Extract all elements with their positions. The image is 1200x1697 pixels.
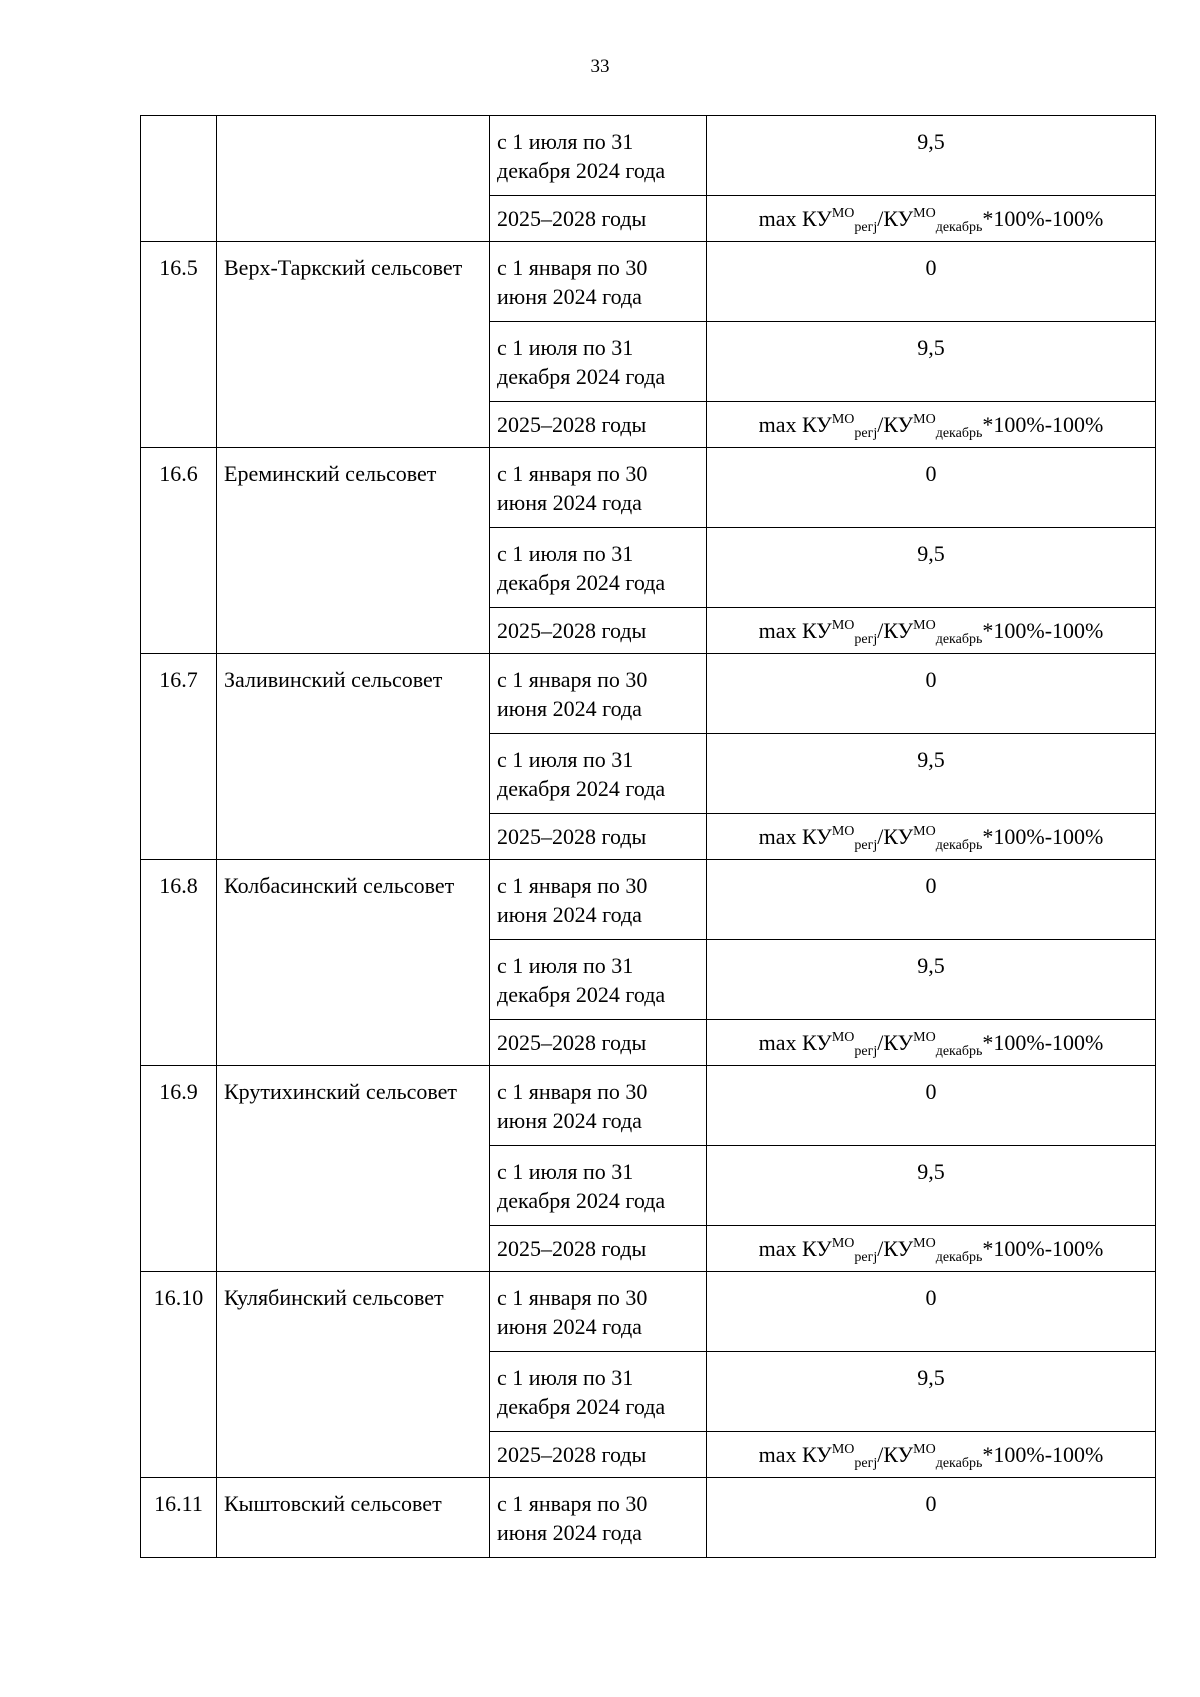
value-cell: 0 [707, 1066, 1156, 1146]
period-cell: 2025–2028 годы [490, 1432, 707, 1478]
formula-prefix: max КУ [758, 824, 832, 849]
period-cell: с 1 января по 30 июня 2024 года [490, 860, 707, 940]
table-row [141, 860, 1156, 940]
period-cell: 2025–2028 годы [490, 1226, 707, 1272]
formula-prefix: max КУ [758, 206, 832, 231]
item-number-cell: 16.6 [141, 448, 217, 654]
item-number-cell: 16.7 [141, 654, 217, 860]
period-cell: с 1 июля по 31 декабря 2024 года [490, 528, 707, 608]
formula-suffix: *100%-100% [982, 1236, 1104, 1261]
period-cell: 2025–2028 годы [490, 196, 707, 242]
period-cell: с 1 июля по 31 декабря 2024 года [490, 322, 707, 402]
formula-prefix: max КУ [758, 1236, 832, 1261]
formula-subscript: регj [854, 1044, 878, 1059]
formula-divisor: /КУ [877, 206, 914, 231]
value-cell: 9,5 [707, 1146, 1156, 1226]
municipality-name-cell: Колбасинский сельсовет [217, 860, 490, 1066]
formula-cell [707, 1020, 1156, 1066]
period-cell: с 1 июля по 31 декабря 2024 года [490, 734, 707, 814]
formula-prefix: max КУ [758, 412, 832, 437]
formula-divisor: /КУ [877, 824, 914, 849]
formula-superscript: МО [913, 412, 936, 427]
formula-subscript: декабрь [935, 1044, 983, 1059]
formula-subscript: декабрь [935, 220, 983, 235]
period-cell: 2025–2028 годы [490, 608, 707, 654]
formula-cell [707, 402, 1156, 448]
formula-superscript: МО [913, 206, 936, 221]
value-cell: 0 [707, 1272, 1156, 1352]
municipality-name-cell: Кыштовский сельсовет [217, 1478, 490, 1558]
value-cell: 9,5 [707, 734, 1156, 814]
formula-superscript: МО [831, 206, 855, 221]
formula-suffix: *100%-100% [982, 206, 1104, 231]
period-cell: с 1 января по 30 июня 2024 года [490, 1066, 707, 1146]
item-number-cell: 16.9 [141, 1066, 217, 1272]
formula-prefix: max КУ [758, 1442, 832, 1467]
municipality-name-cell: Кулябинский сельсовет [217, 1272, 490, 1478]
formula-superscript: МО [831, 1236, 855, 1251]
formula-prefix: max КУ [758, 618, 832, 643]
period-cell: 2025–2028 годы [490, 1020, 707, 1066]
formula-superscript: МО [913, 824, 936, 839]
item-number-cell [141, 116, 217, 242]
formula-cell [707, 196, 1156, 242]
formula-subscript: декабрь [935, 838, 983, 853]
formula-cell [707, 1432, 1156, 1478]
value-cell: 9,5 [707, 322, 1156, 402]
period-cell: с 1 января по 30 июня 2024 года [490, 242, 707, 322]
formula-suffix: *100%-100% [982, 824, 1104, 849]
page-number: 33 [590, 56, 610, 77]
item-number-cell: 16.10 [141, 1272, 217, 1478]
formula-superscript: МО [831, 412, 855, 427]
period-cell: с 1 июля по 31 декабря 2024 года [490, 116, 707, 196]
municipality-name-cell: Крутихинский сельсовет [217, 1066, 490, 1272]
value-cell: 0 [707, 242, 1156, 322]
period-cell: с 1 июля по 31 декабря 2024 года [490, 1352, 707, 1432]
formula-prefix: max КУ [758, 1030, 832, 1055]
formula-divisor: /КУ [877, 1236, 914, 1261]
value-cell: 0 [707, 1478, 1156, 1558]
period-cell: с 1 января по 30 июня 2024 года [490, 654, 707, 734]
period-cell: с 1 января по 30 июня 2024 года [490, 1478, 707, 1558]
formula-subscript: декабрь [935, 1456, 983, 1471]
formula-subscript: декабрь [935, 632, 983, 647]
value-cell: 0 [707, 448, 1156, 528]
formula-subscript: декабрь [935, 426, 983, 441]
formula-superscript: МО [831, 824, 855, 839]
table-row [141, 448, 1156, 528]
table-row [141, 1478, 1156, 1558]
period-cell: 2025–2028 годы [490, 814, 707, 860]
value-cell: 9,5 [707, 940, 1156, 1020]
formula-subscript: регj [854, 632, 878, 647]
formula-superscript: МО [913, 1442, 936, 1457]
formula-superscript: МО [913, 1236, 936, 1251]
formula-suffix: *100%-100% [982, 1442, 1104, 1467]
period-cell: с 1 июля по 31 декабря 2024 года [490, 1146, 707, 1226]
formula-subscript: регj [854, 1456, 878, 1471]
period-cell: 2025–2028 годы [490, 402, 707, 448]
formula-subscript: регj [854, 220, 878, 235]
item-number-cell: 16.11 [141, 1478, 217, 1558]
value-cell: 9,5 [707, 116, 1156, 196]
table-row [141, 242, 1156, 322]
formula-cell [707, 1226, 1156, 1272]
period-cell: с 1 января по 30 июня 2024 года [490, 448, 707, 528]
value-cell: 9,5 [707, 1352, 1156, 1432]
table-row [141, 1272, 1156, 1352]
formula-suffix: *100%-100% [982, 412, 1104, 437]
tariff-table [140, 115, 1156, 1558]
formula-subscript: декабрь [935, 1250, 983, 1265]
municipality-name-cell [217, 116, 490, 242]
formula-suffix: *100%-100% [982, 1030, 1104, 1055]
formula-subscript: регj [854, 838, 878, 853]
formula-superscript: МО [831, 618, 855, 633]
formula-superscript: МО [831, 1442, 855, 1457]
formula-divisor: /КУ [877, 1442, 914, 1467]
value-cell: 0 [707, 654, 1156, 734]
table-row [141, 654, 1156, 734]
period-cell: с 1 января по 30 июня 2024 года [490, 1272, 707, 1352]
item-number-cell: 16.5 [141, 242, 217, 448]
formula-suffix: *100%-100% [982, 618, 1104, 643]
item-number-cell: 16.8 [141, 860, 217, 1066]
formula-cell [707, 608, 1156, 654]
formula-superscript: МО [913, 1030, 936, 1045]
table-row [141, 116, 1156, 196]
formula-divisor: /КУ [877, 618, 914, 643]
formula-subscript: регj [854, 1250, 878, 1265]
table-row [141, 1066, 1156, 1146]
formula-divisor: /КУ [877, 1030, 914, 1055]
formula-cell [707, 814, 1156, 860]
formula-divisor: /КУ [877, 412, 914, 437]
municipality-name-cell: Заливинский сельсовет [217, 654, 490, 860]
value-cell: 0 [707, 860, 1156, 940]
formula-subscript: регj [854, 426, 878, 441]
period-cell: с 1 июля по 31 декабря 2024 года [490, 940, 707, 1020]
formula-superscript: МО [913, 618, 936, 633]
formula-superscript: МО [831, 1030, 855, 1045]
municipality-name-cell: Ереминский сельсовет [217, 448, 490, 654]
value-cell: 9,5 [707, 528, 1156, 608]
municipality-name-cell: Верх-Таркский сельсовет [217, 242, 490, 448]
